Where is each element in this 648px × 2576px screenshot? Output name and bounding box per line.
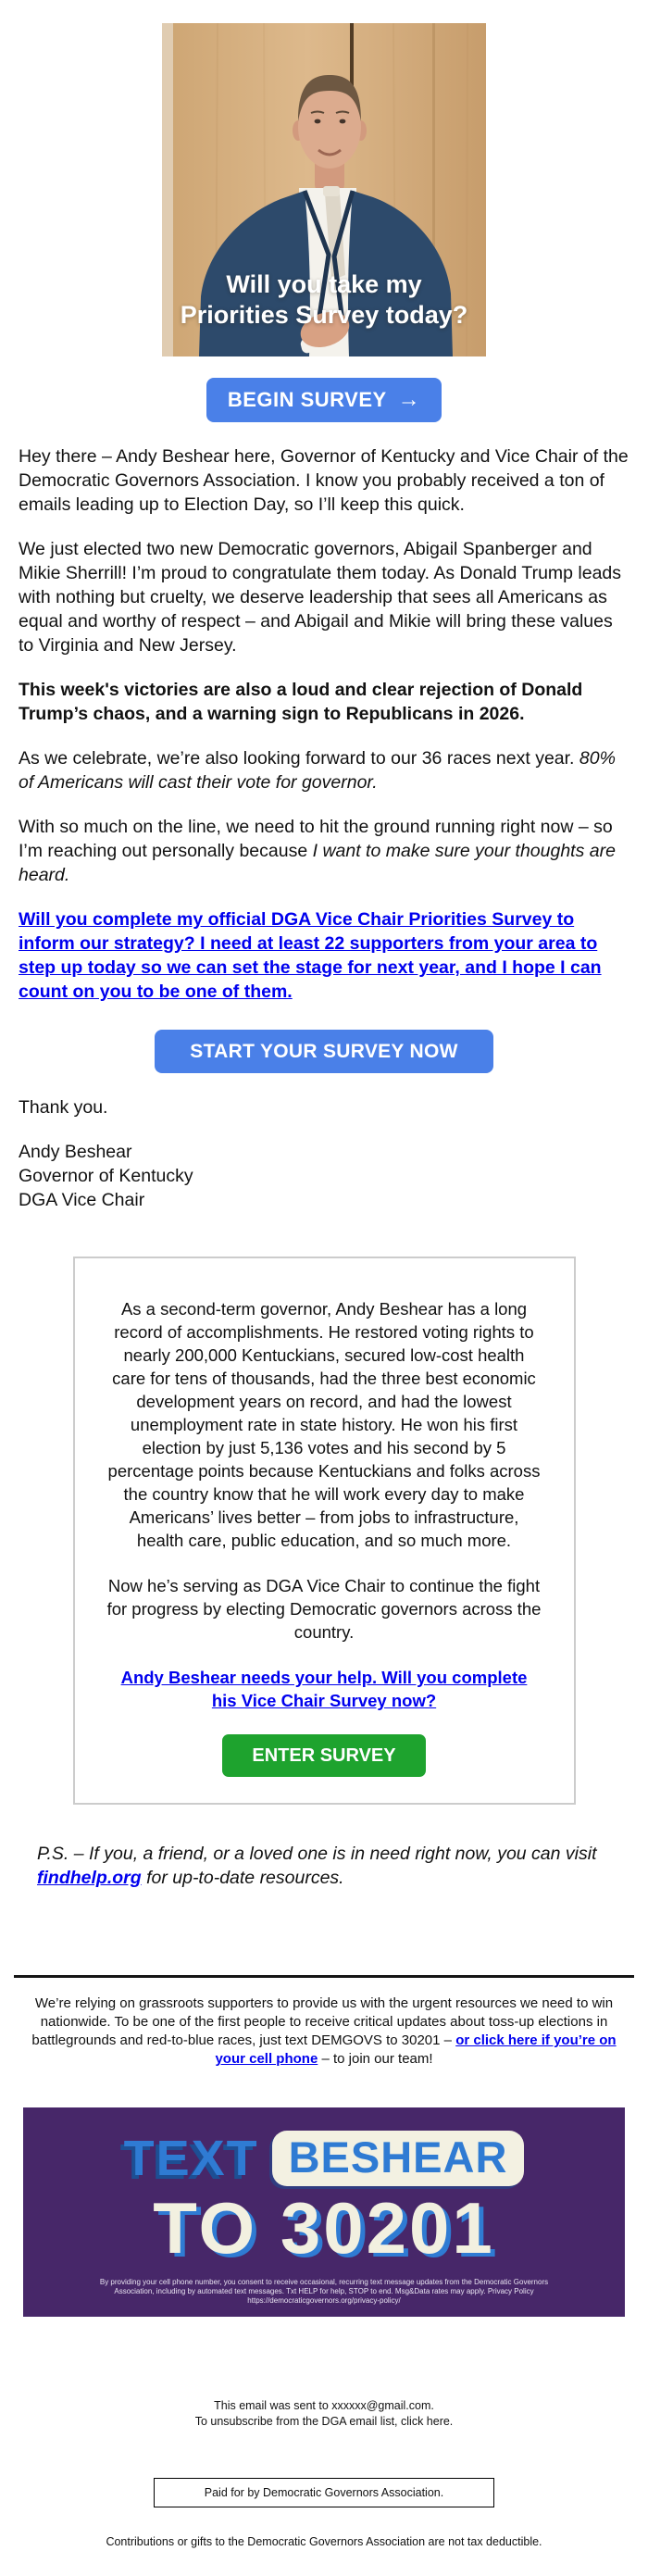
signature-title-governor: Governor of Kentucky bbox=[19, 1166, 193, 1186]
findhelp-link[interactable]: findhelp.org bbox=[37, 1868, 142, 1888]
bio-accomplishments: As a second-term governor, Andy Beshear has a long record of accomplishments. He restored voting rights to nearly 200,000 Kentuckians, secured low-cost health care for tens of thousands, had the three best economic development years on record, and had the lowest unemployment rate in state history. He won his first election by just 5,136 votes and his second by 5 percentage points because Kentuckians and folks across the country know that he will work every day to make Americans’ lives better – from jobs to infrastructure, health care, public education, and so much more. bbox=[107, 1299, 541, 1550]
section-divider bbox=[14, 1975, 634, 1978]
enter-survey-button[interactable]: ENTER SURVEY bbox=[222, 1734, 426, 1777]
hero-video-still[interactable] bbox=[162, 23, 486, 356]
banner-beshear-pill: BESHEAR bbox=[272, 2131, 525, 2186]
text-signup-link[interactable]: or click here if you’re on your cell phone bbox=[215, 2032, 617, 2067]
banner-word-text: TEXT bbox=[123, 2131, 259, 2186]
email-copy bbox=[0, 422, 648, 1890]
banner-sms-disclaimer: By providing your cell phone number, you consent to receive occasional, recurring text message updates from the Democratic Governors Association, including by automated text messages. Txt HELP for help, STOP to end. Msg&Data rates may apply. Privacy Policy https://democraticgovernors.org/privacy-policy/ bbox=[99, 2278, 549, 2305]
banner-shortcode: TO 30201 bbox=[153, 2187, 495, 2269]
bio-vice-chair: Now he’s serving as DGA Vice Chair to continue the fight for progress by electing Democratic governors across the country. bbox=[106, 1576, 542, 1642]
hero-caption bbox=[162, 269, 486, 331]
paragraph-governors: We just elected two new Democratic governors, Abigail Spanberger and Mikie Sherrill! I’m proud to congratulate them today. As Donald Trump leads with nothing but cruelty, we deserve leadership that sees all Americans as equal and worthy of respect – and Abigail and Mikie will bring these values to Virginia and New Jersey. bbox=[19, 539, 622, 656]
paragraph-greeting: Hey there – Andy Beshear here, Governor of Kentucky and Vice Chair of the Democratic Governors Association. I know you probably received a ton of emails leading up to Election Day, so I’ll keep this quick. bbox=[19, 446, 629, 515]
email-footer bbox=[0, 2398, 648, 2430]
grassroots-note: We’re relying on grassroots supporters to provide us with the urgent resources we need to win nationwide. To be one of the first people to receive critical updates about toss-up elections in battlegrounds and red-to-blue races, just text DEMGOVS to 30201 – or click here if you’re on your cell phone – to join our team! bbox=[31, 1995, 617, 2067]
unsubscribe-link[interactable]: click here. bbox=[401, 2415, 454, 2428]
hero-caption-line2: Priorities Survey today? bbox=[180, 301, 468, 329]
paragraph-thanks: Thank you. bbox=[19, 1097, 108, 1118]
hero-caption-line1: Will you take my bbox=[226, 270, 422, 298]
paragraph-survey-ask bbox=[19, 907, 629, 1004]
banner-line1 bbox=[23, 2130, 625, 2187]
vice-chair-survey-link[interactable]: Andy Beshear needs your help. Will you complete his Vice Chair Survey now? bbox=[120, 1668, 528, 1710]
ps-note: P.S. – If you, a friend, or a loved one is in need right now, you can visit findhelp.org for up-to-date resources. bbox=[37, 1844, 597, 1888]
paragraph-on-the-line: With so much on the line, we need to hit the ground running right now – so I’m reaching out personally because I want to make sure your thoughts are heard. bbox=[19, 817, 616, 885]
arrow-right-icon: → bbox=[397, 387, 421, 412]
paid-for-disclaimer-box: Paid for by Democratic Governors Association. bbox=[154, 2478, 494, 2507]
contributions-disclaimer: Contributions or gifts to the Democratic Governors Association are not tax deductible. bbox=[106, 2535, 542, 2548]
start-survey-button[interactable]: START YOUR SURVEY NOW bbox=[155, 1030, 493, 1073]
paragraph-victories: This week's victories are also a loud and clear rejection of Donald Trump’s chaos, and a warning sign to Republicans in 2026. bbox=[19, 680, 583, 724]
signature-name: Andy Beshear bbox=[19, 1142, 132, 1162]
text-beshear-banner[interactable] bbox=[23, 2107, 625, 2317]
bio-survey-ask bbox=[107, 1666, 542, 1712]
signature-title-vice-chair: DGA Vice Chair bbox=[19, 1190, 145, 1210]
unsubscribe-line: To unsubscribe from the DGA email list, click here. bbox=[194, 2415, 454, 2428]
sent-to-line: This email was sent to xxxxxx@gmail.com. bbox=[214, 2399, 434, 2412]
priorities-survey-link[interactable]: Will you complete my official DGA Vice Chair Priorities Survey to inform our strategy? I need at least 22 supporters from your area to step up today so we can set the stage for next year, and I hope I can count on you to be one of them. bbox=[19, 909, 602, 1002]
signature-block bbox=[19, 1140, 629, 1212]
bio-box bbox=[73, 1257, 576, 1805]
paragraph-races: As we celebrate, we’re also looking forward to our 36 races next year. 80% of Americans will cast their vote for governor. bbox=[19, 748, 616, 793]
begin-survey-button[interactable] bbox=[206, 378, 442, 422]
begin-survey-label: BEGIN SURVEY bbox=[227, 388, 387, 411]
hero-section bbox=[0, 0, 648, 361]
